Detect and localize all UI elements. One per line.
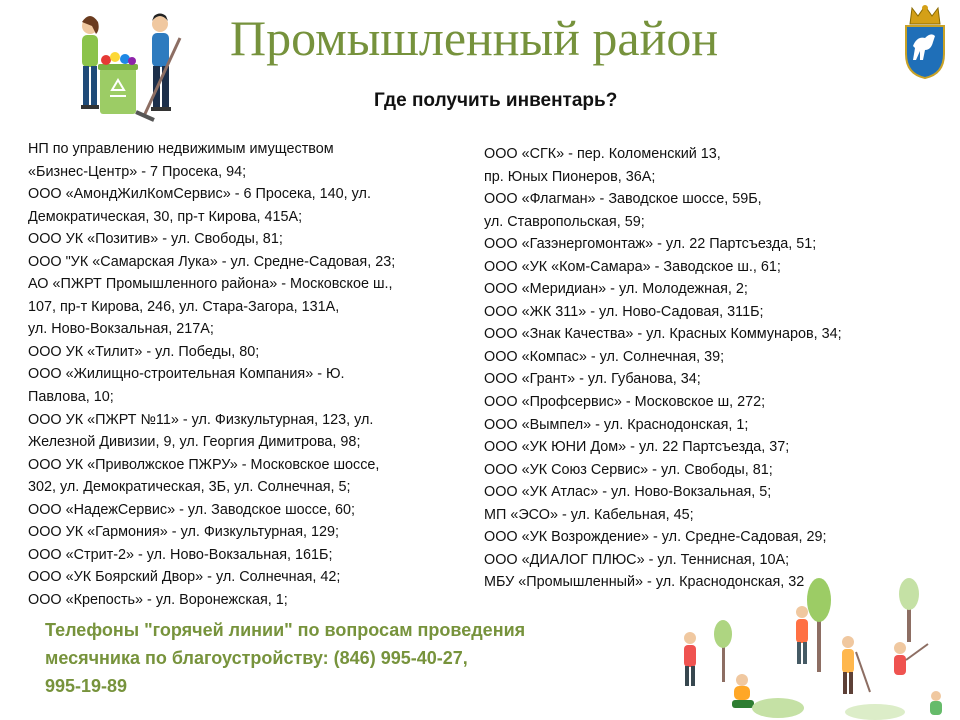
volunteer-woman-figure: [81, 16, 99, 109]
person-figure: [796, 606, 808, 664]
hotline-line: Телефоны "горячей линии" по вопросам проведения: [45, 620, 526, 640]
list-line: 302, ул. Демократическая, 3Б, ул. Солнечная, 5;: [28, 479, 351, 496]
community-gardening-illustration: [670, 572, 960, 720]
list-line: ООО «Вымпел» - ул. Краснодонская, 1;: [484, 416, 749, 433]
page-title: Промышленный район: [230, 10, 719, 66]
person-figure: [930, 691, 942, 715]
list-line: ООО «Газэнергомонтаж» - ул. 22 Партсъезда, 51;: [484, 236, 817, 253]
list-line: ООО «СГК» - пер. Коломенский 13,: [484, 146, 721, 162]
list-line: ООО "УК «Самарская Лука» - ул. Средне-Садовая, 23;: [28, 253, 396, 270]
left-organization-list: [28, 138, 473, 611]
person-figure: [842, 636, 870, 694]
list-line: ООО «ЖК 311» - ул. Ново-Садовая, 311Б;: [484, 303, 764, 320]
list-line: МП «ЭСО» - ул. Кабельная, 45;: [484, 506, 694, 523]
list-line: АО «ПЖРТ Промышленного района» - Московское ш.,: [28, 276, 393, 293]
list-line: ООО «АмондЖилКомСервис» - 6 Просека, 140, ул.: [28, 186, 371, 203]
right-organization-list: [484, 143, 904, 594]
list-line: ООО «Грант» - ул. Губанова, 34;: [484, 371, 701, 388]
list-line: ООО УК «Гармония» - ул. Физкультурная, 129;: [28, 524, 340, 541]
list-line: ООО «Компас» - ул. Солнечная, 39;: [484, 348, 725, 365]
list-line: ООО УК «Тилит» - ул. Победы, 80;: [28, 343, 260, 360]
tree-icon: [714, 620, 732, 682]
tree-icon: [899, 578, 919, 642]
list-line: ООО УК «Приволжское ПЖРУ» - Московское шоссе,: [28, 456, 380, 473]
list-line: ООО «Знак Качества» - ул. Красных Коммунаров, 34;: [484, 326, 842, 343]
person-figure: [684, 632, 696, 686]
list-line: «Бизнес-Центр» - 7 Просека, 94;: [28, 163, 247, 180]
list-line: Железной Дивизии, 9, ул. Георгия Димитрова, 98;: [28, 434, 361, 451]
person-figure: [732, 674, 754, 708]
tree-icon: [807, 578, 831, 672]
list-line: ООО «УК «Ком-Самара» - Заводское ш., 61;: [484, 258, 781, 275]
list-line: ООО «УК Атлас» - ул. Ново-Вокзальная, 5;: [484, 484, 772, 501]
list-line: ООО «Профсервис» - Московское ш, 272;: [484, 394, 766, 411]
hotline-info: [45, 616, 625, 700]
volunteers-cleanup-illustration: [62, 8, 190, 123]
hotline-line: месячника по благоустройству: (846) 995-40-27,: [45, 648, 468, 668]
volunteer-man-figure: [136, 14, 180, 121]
list-line: ул. Ново-Вокзальная, 217А;: [28, 321, 214, 338]
recycling-bin-icon: [98, 52, 138, 114]
shrub-icon: [752, 698, 905, 720]
list-line: ООО «Стрит-2» - ул. Ново-Вокзальная, 161Б;: [28, 546, 333, 563]
list-line: ООО «УК Боярский Двор» - ул. Солнечная, 42;: [28, 569, 341, 586]
page-subtitle: Где получить инвентарь?: [374, 90, 618, 111]
list-line: пр. Юных Пионеров, 36А;: [484, 168, 656, 185]
hotline-line: 995-19-89: [45, 676, 128, 696]
list-line: ООО УК «ПЖРТ №11» - ул. Физкультурная, 123, ул.: [28, 411, 374, 428]
samara-coat-of-arms-emblem: [900, 2, 950, 80]
list-line: ООО «УК ЮНИ Дом» - ул. 22 Партсъезда, 37;: [484, 439, 790, 456]
list-line: МБУ «Промышленный» - ул. Краснодонская, 32: [484, 574, 805, 591]
list-line: ул. Ставропольская, 59;: [484, 213, 645, 230]
list-line: ООО «Флагман» - Заводское шоссе, 59Б,: [484, 191, 762, 208]
list-line: НП по управлению недвижимым имуществом: [28, 141, 334, 157]
list-line: ООО «ДИАЛОГ ПЛЮС» - ул. Теннисная, 10А;: [484, 551, 790, 568]
list-line: ООО «Крепость» - ул. Воронежская, 1;: [28, 591, 288, 608]
list-line: Демократическая, 30, пр-т Кирова, 415А;: [28, 208, 303, 225]
list-line: Павлова, 10;: [28, 389, 114, 406]
list-line: 107, пр-т Кирова, 246, ул. Стара-Загора, 131А,: [28, 298, 340, 315]
list-line: ООО «УК Союз Сервис» - ул. Свободы, 81;: [484, 461, 773, 478]
list-line: ООО «Жилищно-строительная Компания» - Ю.: [28, 366, 345, 383]
list-line: ООО «Меридиан» - ул. Молодежная, 2;: [484, 281, 748, 298]
list-line: ООО УК «Позитив» - ул. Свободы, 81;: [28, 231, 283, 248]
person-figure: [894, 642, 928, 675]
list-line: ООО «УК Возрождение» - ул. Средне-Садовая, 29;: [484, 529, 827, 546]
list-line: ООО «НадежСервис» - ул. Заводское шоссе, 60;: [28, 501, 356, 518]
